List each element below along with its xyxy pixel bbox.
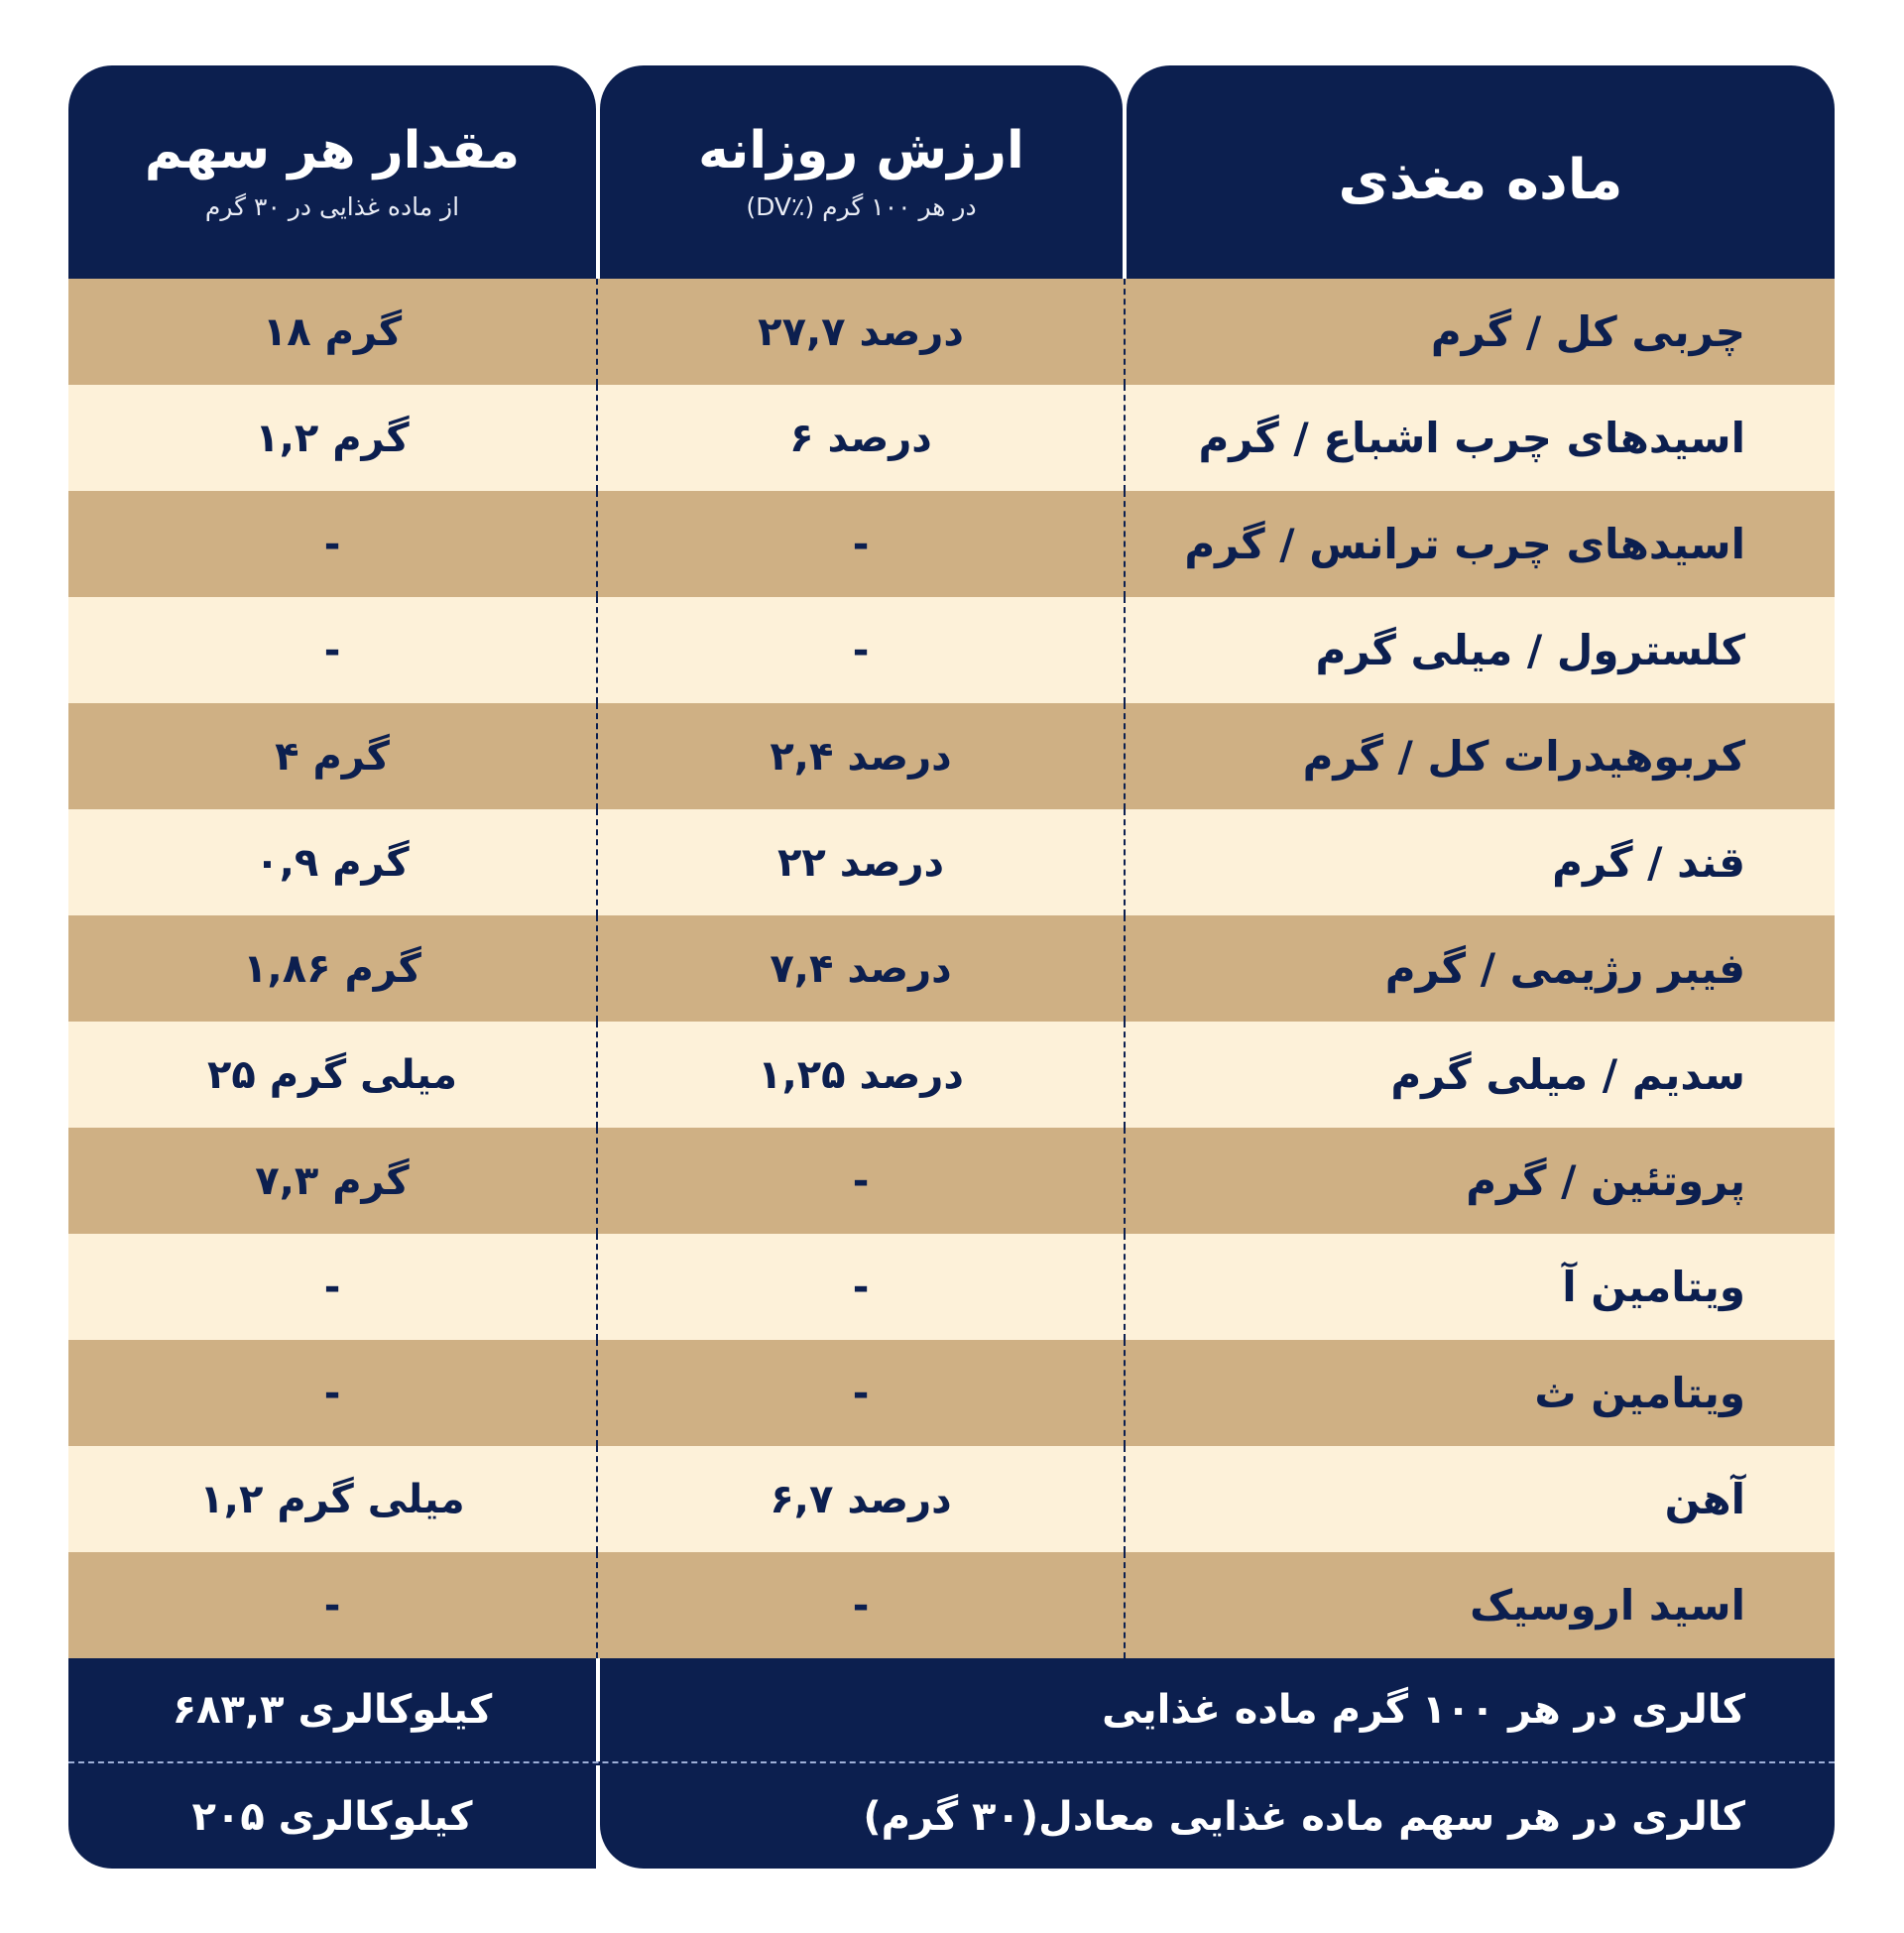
calorie-per-100g-label: کالری در هر ۱۰۰ گرم ماده غذایی	[600, 1658, 1835, 1761]
nutrient-cell: اسید اروسیک	[1470, 1581, 1745, 1630]
table-row	[68, 1446, 1835, 1552]
table-row	[68, 703, 1835, 809]
calorie-per-portion-value: ۲۰۵ کیلوکالری	[68, 1765, 596, 1869]
daily-value-cell: -	[596, 597, 1126, 703]
header-portion-subtitle: از ماده غذایی در ۳۰ گرم	[204, 192, 460, 221]
nutrient-cell: اسیدهای چرب ترانس / گرم	[1184, 520, 1745, 568]
portion-cell: -	[323, 1264, 341, 1310]
portion-cell: -	[323, 627, 341, 673]
nutrient-cell: فیبر رژیمی / گرم	[1384, 944, 1745, 993]
header-daily-value	[600, 65, 1123, 279]
nutrient-cell: ویتامین ث	[1534, 1369, 1745, 1417]
nutrient-cell: اسیدهای چرب اشباع / گرم	[1198, 414, 1745, 462]
portion-cell: ۱۸ گرم	[262, 308, 403, 355]
portion-cell: -	[323, 1370, 341, 1416]
portion-cell: ۴ گرم	[275, 733, 390, 780]
table-row	[68, 809, 1835, 915]
daily-value-cell: ۲۲ درصد	[596, 809, 1126, 915]
portion-cell: -	[323, 521, 341, 567]
daily-value-cell: ۷,۴ درصد	[596, 915, 1126, 1022]
table-row	[68, 1234, 1835, 1340]
table-body	[68, 279, 1835, 1658]
nutrient-cell: سدیم / میلی گرم	[1390, 1050, 1745, 1099]
table-row	[68, 1340, 1835, 1446]
table-row	[68, 915, 1835, 1022]
table-row	[68, 597, 1835, 703]
portion-cell: ۷,۳ گرم	[255, 1157, 410, 1204]
header-nutrient-title: ماده مغذی	[1338, 148, 1623, 212]
header-daily-value-subtitle: (DV٪) در هر ۱۰۰ گرم	[746, 192, 977, 221]
nutrient-cell: پروتئین / گرم	[1466, 1156, 1745, 1205]
nutrient-cell: آهن	[1664, 1475, 1745, 1523]
daily-value-cell: ۲۷,۷ درصد	[596, 279, 1126, 385]
portion-cell: ۱,۸۶ گرم	[243, 945, 421, 992]
daily-value-cell: -	[596, 1128, 1126, 1234]
header-portion-title: مقدار هر سهم	[144, 121, 521, 181]
nutrient-cell: چربی کل / گرم	[1430, 307, 1745, 356]
daily-value-cell: -	[596, 491, 1126, 597]
table-row	[68, 1022, 1835, 1128]
table-row	[68, 385, 1835, 491]
table-row	[68, 1552, 1835, 1658]
calorie-footer	[68, 1658, 1835, 1869]
portion-cell: ۰,۹ گرم	[255, 839, 410, 886]
daily-value-cell: ۶,۷ درصد	[596, 1446, 1126, 1552]
portion-cell: ۱,۲ گرم	[255, 415, 410, 461]
daily-value-cell: ۲,۴ درصد	[596, 703, 1126, 809]
nutrient-cell: ویتامین آ	[1562, 1263, 1745, 1311]
portion-cell: ۱,۲ میلی گرم	[199, 1476, 465, 1522]
nutrient-cell: قند / گرم	[1552, 838, 1745, 887]
daily-value-cell: -	[596, 1234, 1126, 1340]
daily-value-cell: -	[596, 1340, 1126, 1446]
daily-value-cell: -	[596, 1552, 1126, 1658]
table-row	[68, 491, 1835, 597]
header-nutrient	[1127, 65, 1835, 279]
nutrient-cell: کلسترول / میلی گرم	[1315, 626, 1745, 674]
table-row	[68, 279, 1835, 385]
daily-value-cell: ۶ درصد	[596, 385, 1126, 491]
header-portion	[68, 65, 596, 279]
daily-value-cell: ۱,۲۵ درصد	[596, 1022, 1126, 1128]
portion-cell: -	[323, 1582, 341, 1629]
nutrient-cell: کربوهیدرات کل / گرم	[1302, 732, 1745, 781]
header-daily-value-title: ارزش روزانه	[698, 121, 1024, 181]
portion-cell: ۲۵ میلی گرم	[206, 1051, 458, 1098]
table-row	[68, 1128, 1835, 1234]
calorie-per-100g-value: ۶۸۳,۳ کیلوکالری	[68, 1658, 596, 1761]
calorie-per-portion-label: کالری در هر سهم ماده غذایی معادل(۳۰ گرم)	[600, 1765, 1835, 1869]
